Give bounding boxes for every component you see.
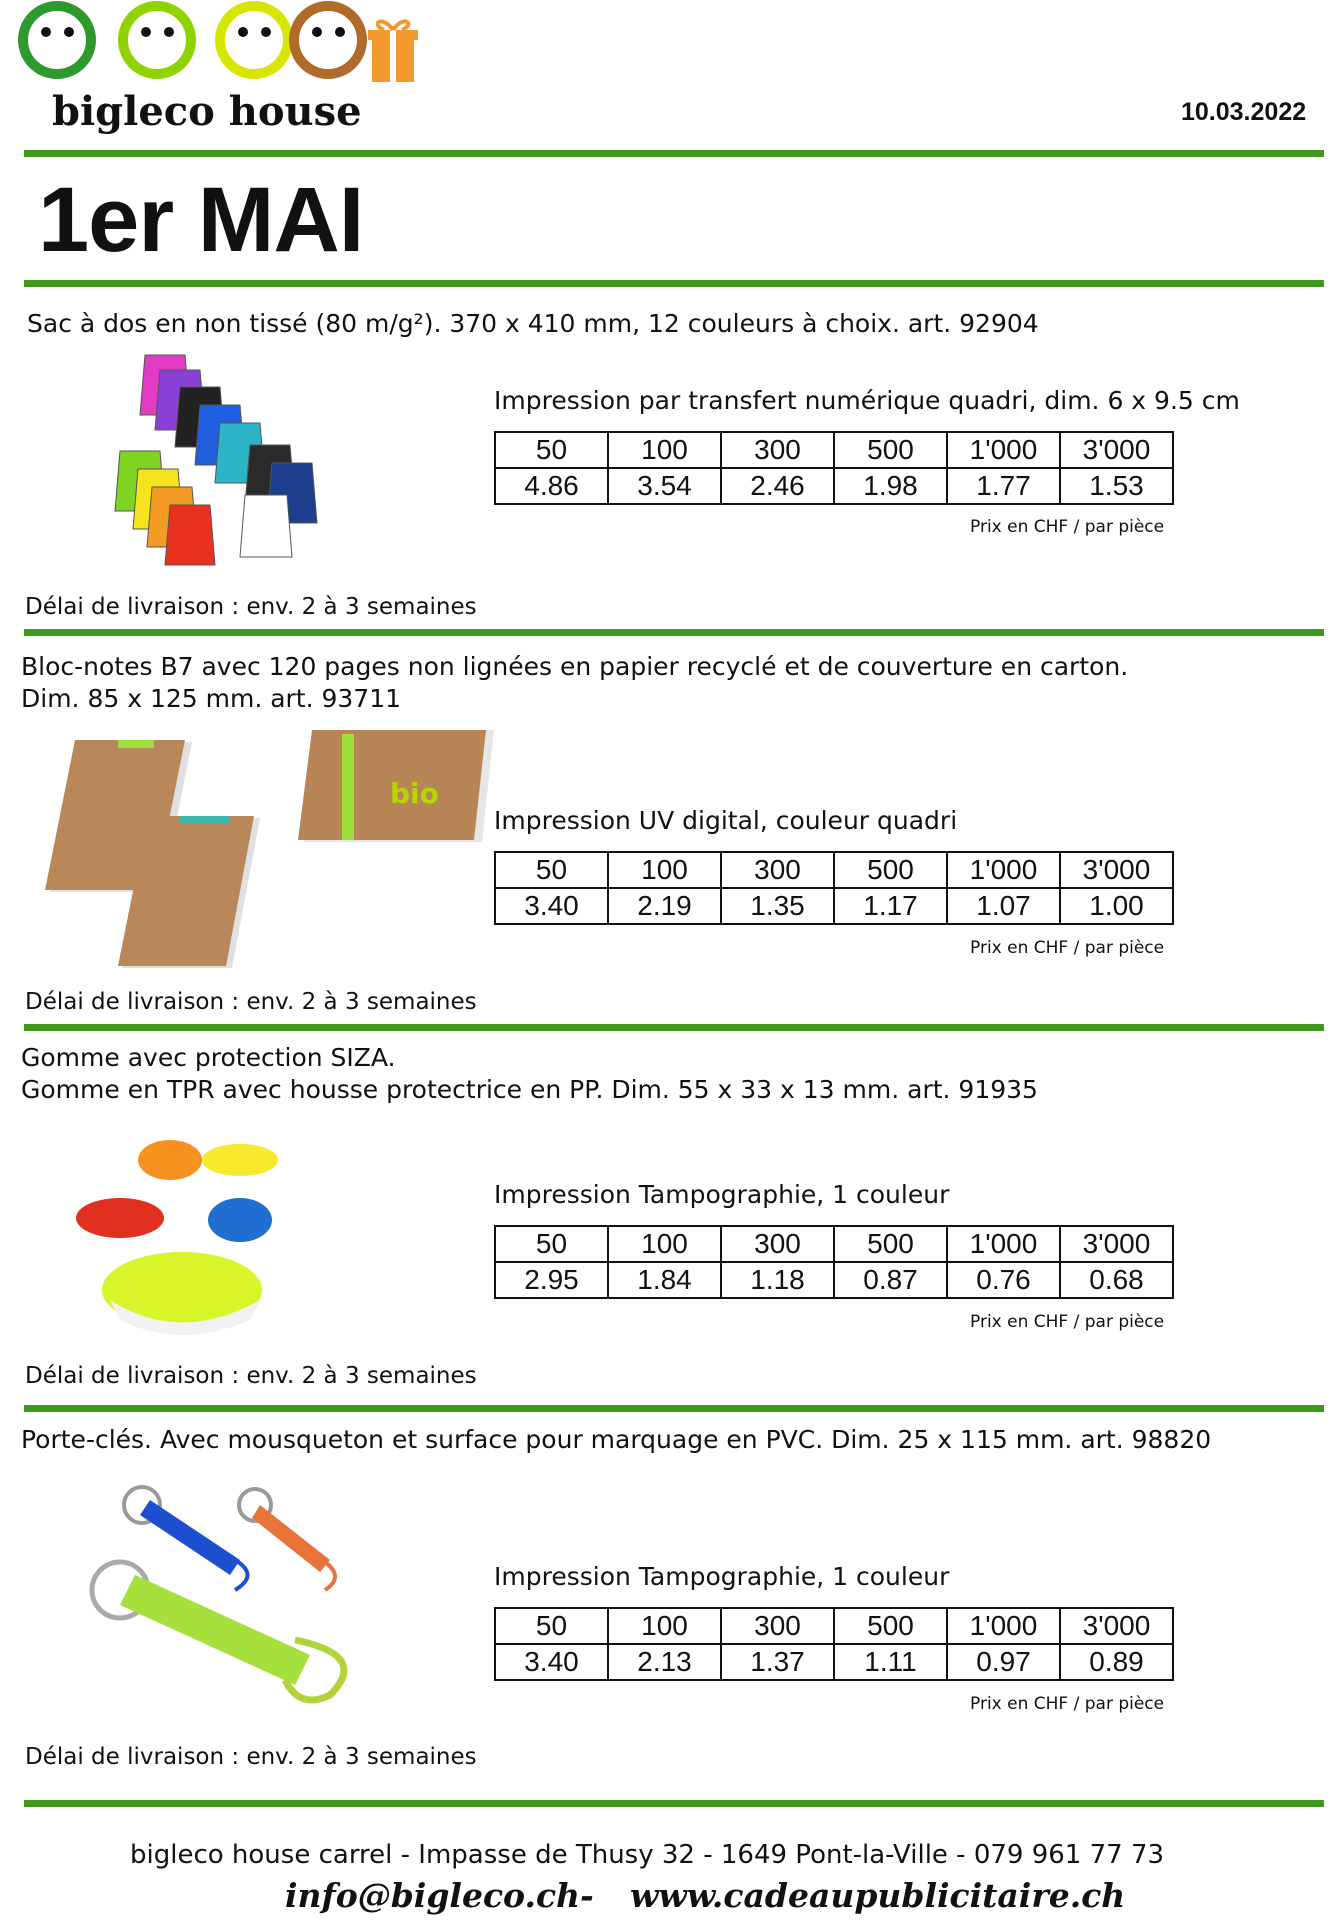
price-table (494, 1225, 1174, 1299)
price-table (494, 1607, 1174, 1681)
page-title: 1er MAI (38, 169, 364, 271)
quantity-cell: 100 (608, 1226, 721, 1262)
quantity-cell: 300 (721, 1226, 834, 1262)
price-cell: 1.35 (721, 888, 834, 924)
quantity-row (495, 432, 1173, 468)
price-cell: 2.95 (495, 1262, 608, 1298)
product-description: Sac à dos en non tissé (80 m/g²). 370 x 410 mm, 12 couleurs à choix. art. 92904 (27, 309, 1039, 338)
price-cell: 0.89 (1060, 1644, 1173, 1680)
product-description: Dim. 85 x 125 mm. art. 93711 (21, 684, 402, 713)
price-cell: 2.19 (608, 888, 721, 924)
delivery-time: Délai de livraison : env. 2 à 3 semaines (25, 594, 477, 620)
quantity-cell: 500 (834, 1226, 947, 1262)
quantity-cell: 300 (721, 1608, 834, 1644)
delivery-time: Délai de livraison : env. 2 à 3 semaines (25, 1363, 477, 1389)
divider (24, 280, 1324, 287)
divider (24, 1024, 1324, 1031)
price-cell: 1.84 (608, 1262, 721, 1298)
quantity-cell: 50 (495, 1226, 608, 1262)
quantity-cell: 3'000 (1060, 1226, 1173, 1262)
quantity-row (495, 852, 1173, 888)
product-description: Gomme avec protection SIZA. (21, 1043, 396, 1072)
quantity-cell: 100 (608, 1608, 721, 1644)
price-note: Prix en CHF / par pièce (970, 938, 1165, 958)
price-note: Prix en CHF / par pièce (970, 1694, 1165, 1714)
price-cell: 1.07 (947, 888, 1060, 924)
quantity-cell: 3'000 (1060, 1608, 1173, 1644)
quantity-cell: 300 (721, 852, 834, 888)
price-cell: 4.86 (495, 468, 608, 504)
divider (24, 629, 1324, 636)
price-note: Prix en CHF / par pièce (970, 517, 1165, 537)
quantity-cell: 500 (834, 852, 947, 888)
divider (24, 150, 1324, 157)
quantity-cell: 1'000 (947, 852, 1060, 888)
quantity-cell: 100 (608, 852, 721, 888)
price-cell: 1.17 (834, 888, 947, 924)
backpack-image (100, 345, 350, 580)
delivery-time: Délai de livraison : env. 2 à 3 semaines (25, 1744, 477, 1770)
delivery-time: Délai de livraison : env. 2 à 3 semaines (25, 989, 477, 1015)
price-cell: 0.87 (834, 1262, 947, 1298)
quantity-cell: 1'000 (947, 1608, 1060, 1644)
quantity-cell: 3'000 (1060, 852, 1173, 888)
price-cell: 3.54 (608, 468, 721, 504)
quantity-row (495, 1608, 1173, 1644)
price-cell: 1.98 (834, 468, 947, 504)
price-row (495, 1644, 1173, 1680)
quantity-cell: 50 (495, 852, 608, 888)
product-description: Gomme en TPR avec housse protectrice en PP. Dim. 55 x 33 x 13 mm. art. 91935 (21, 1075, 1038, 1104)
quantity-cell: 50 (495, 432, 608, 468)
notebook-image (30, 730, 500, 975)
price-cell: 0.68 (1060, 1262, 1173, 1298)
printing-method: Impression Tampographie, 1 couleur (494, 1562, 950, 1591)
quantity-cell: 1'000 (947, 1226, 1060, 1262)
price-cell: 1.77 (947, 468, 1060, 504)
quantity-cell: 1'000 (947, 432, 1060, 468)
eraser-image (70, 1130, 310, 1340)
price-row (495, 888, 1173, 924)
price-cell: 3.40 (495, 1644, 608, 1680)
quantity-cell: 500 (834, 1608, 947, 1644)
footer-separator: - (580, 1876, 594, 1915)
keychain-image (80, 1480, 360, 1715)
price-cell: 1.37 (721, 1644, 834, 1680)
printing-method: Impression UV digital, couleur quadri (494, 806, 958, 835)
price-table (494, 431, 1174, 505)
price-cell: 0.97 (947, 1644, 1060, 1680)
price-cell: 3.40 (495, 888, 608, 924)
document-date: 10.03.2022 (1181, 98, 1307, 126)
quantity-cell: 500 (834, 432, 947, 468)
brand-logo-icon (14, 0, 424, 90)
printing-method: Impression par transfert numérique quadri, dim. 6 x 9.5 cm (494, 386, 1240, 415)
quantity-cell: 3'000 (1060, 432, 1173, 468)
price-row (495, 468, 1173, 504)
price-row (495, 1262, 1173, 1298)
footer-website[interactable]: www.cadeaupublicitaire.ch (630, 1876, 1126, 1915)
quantity-row (495, 1226, 1173, 1262)
price-cell: 1.18 (721, 1262, 834, 1298)
brand-name: bigleco house (52, 88, 362, 135)
quantity-cell: 100 (608, 432, 721, 468)
price-cell: 1.11 (834, 1644, 947, 1680)
price-cell: 2.46 (721, 468, 834, 504)
price-cell: 1.53 (1060, 468, 1173, 504)
price-cell: 0.76 (947, 1262, 1060, 1298)
footer-address: bigleco house carrel - Impasse de Thusy 32 - 1649 Pont-la-Ville - 079 961 77 73 (130, 1840, 1165, 1870)
bio-label: bio (390, 777, 439, 810)
product-description: Porte-clés. Avec mousqueton et surface pour marquage en PVC. Dim. 25 x 115 mm. art. 98820 (21, 1425, 1212, 1454)
printing-method: Impression Tampographie, 1 couleur (494, 1180, 950, 1209)
divider (24, 1405, 1324, 1412)
divider (24, 1800, 1324, 1807)
price-note: Prix en CHF / par pièce (970, 1312, 1165, 1332)
price-cell: 1.00 (1060, 888, 1173, 924)
footer-email[interactable]: info@bigleco.ch (285, 1876, 581, 1915)
price-table (494, 851, 1174, 925)
price-cell: 2.13 (608, 1644, 721, 1680)
product-description: Bloc-notes B7 avec 120 pages non lignées en papier recyclé et de couverture en carton. (21, 652, 1129, 681)
quantity-cell: 300 (721, 432, 834, 468)
quantity-cell: 50 (495, 1608, 608, 1644)
